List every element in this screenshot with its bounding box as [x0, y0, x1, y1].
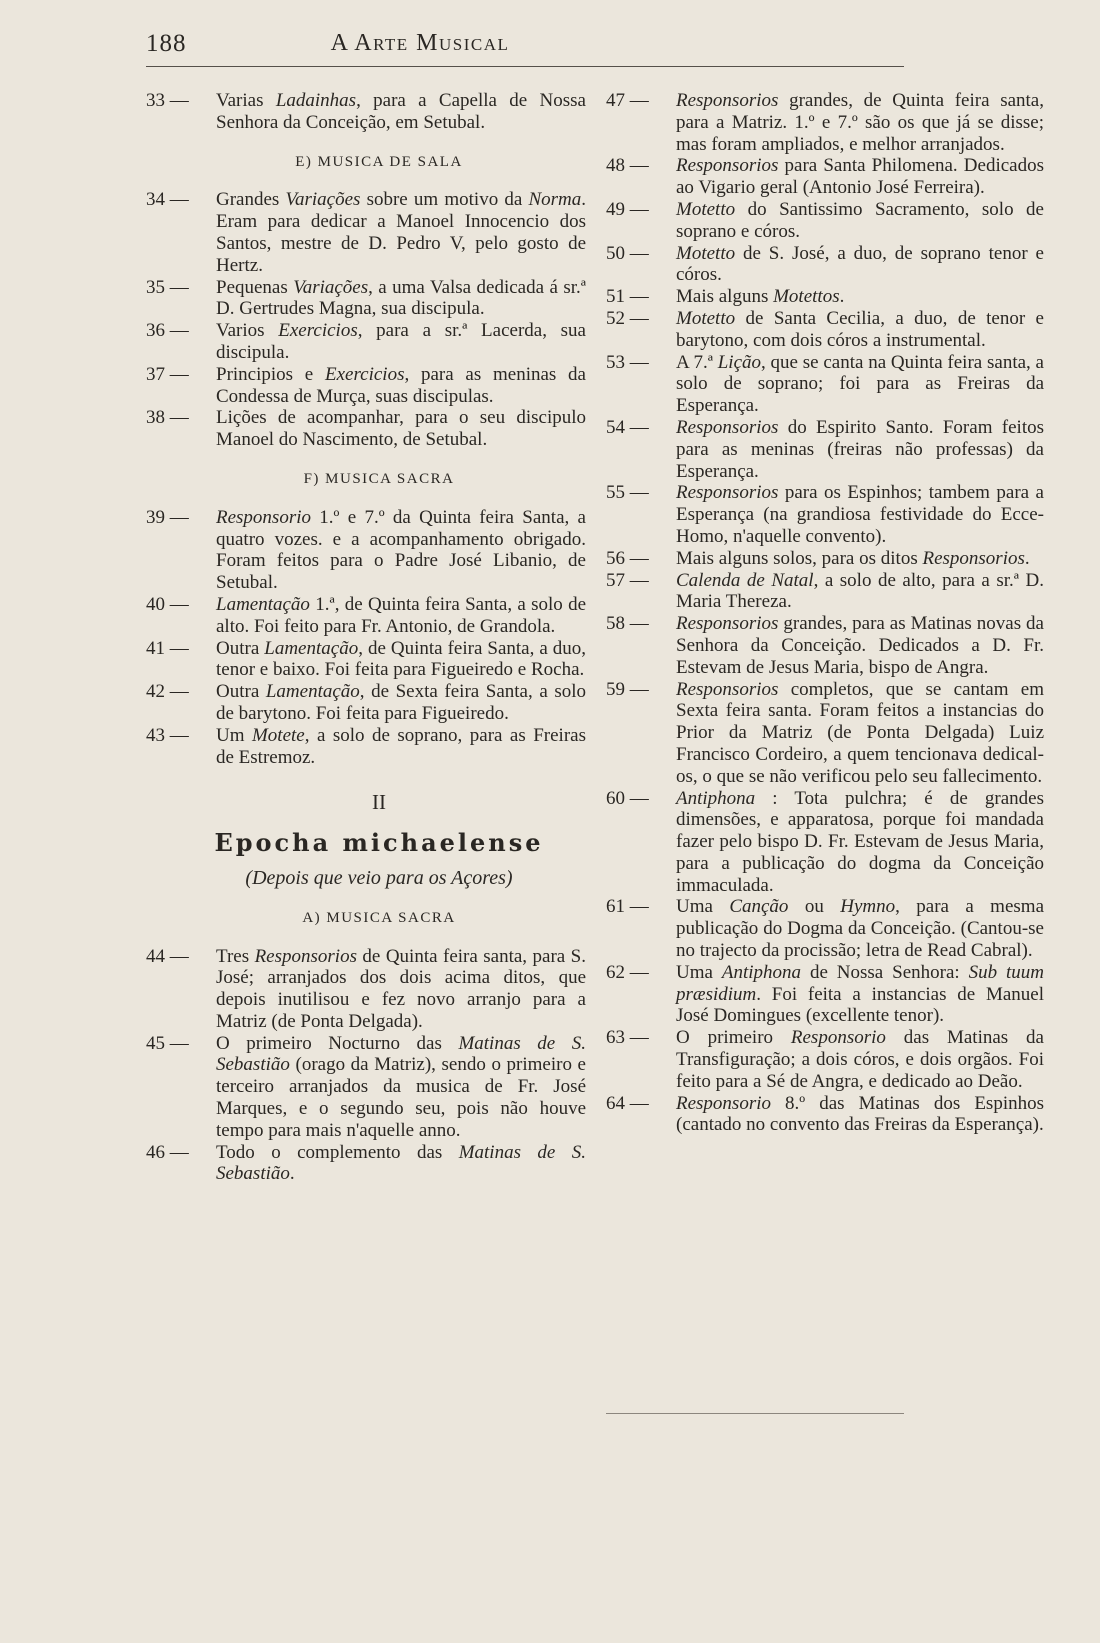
entry-number: 62 — [606, 961, 649, 983]
catalog-entry [146, 407, 586, 451]
catalog-entry [606, 482, 1044, 547]
catalog-entry [606, 243, 1044, 287]
entry-number: 44 — [146, 945, 189, 967]
entry-text: Motetto de S. José, a duo, de soprano tenor e córos. [676, 242, 1044, 286]
entry-text: Lições de acompanhar, para o seu discipulo Manoel do Nascimento, de Setubal. [216, 407, 586, 451]
entry-number: 60 — [606, 787, 649, 809]
catalog-entry [146, 1142, 586, 1186]
catalog-entry [606, 308, 1044, 352]
entry-text: Grandes Variações sobre um motivo da Norma. Eram para dedicar a Manoel Innocencio dos Santos, mestre de D. Pedro V, pelo gosto de Hertz. [216, 189, 587, 276]
entry-number: 50 — [606, 242, 649, 264]
entry-text: Responsorio 8.º das Matinas dos Espinhos (cantado no convento das Freiras da Esperança). [676, 1092, 1044, 1136]
catalog-entry [146, 189, 586, 276]
catalog-entry [606, 417, 1044, 482]
entry-text: Outra Lamentação, de Quinta feira Santa, a duo, tenor e baixo. Foi feita para Figueiredo e Rocha. [216, 637, 587, 681]
entry-text: O primeiro Responsorio das Matinas da Transfiguração; a dois córos, e dois orgãos. Foi feito para a Sé de Angra, e dedicado ao Deão. [676, 1027, 1044, 1092]
entry-text: Responsorios para Santa Philomena. Dedicados ao Vigario geral (Antonio José Ferreira). [676, 155, 1044, 199]
entry-number: 56 — [606, 547, 649, 569]
catalog-entry [606, 1027, 1044, 1092]
entry-number: 63 — [606, 1027, 649, 1049]
catalog-entry [606, 286, 1044, 308]
right-column [606, 90, 1044, 1136]
entry-number: 64 — [606, 1092, 649, 1114]
entry-number: 57 — [606, 569, 649, 591]
catalog-entry [146, 507, 586, 594]
entry-number: 59 — [606, 678, 649, 700]
entry-text: Varias Ladainhas, para a Capella de Nossa Senhora da Conceição, em Setubal. [216, 90, 586, 133]
entry-number: 38 — [146, 407, 189, 429]
catalog-entry [606, 613, 1044, 678]
part-title: Epocha michaelense [214, 828, 544, 858]
entry-text: Uma Canção ou Hymno, para a mesma publicação do Dogma da Conceição. (Cantou-se no trajecto da procissão; letra de Read Cabral). [676, 896, 1044, 962]
entry-number: 55 — [606, 482, 649, 504]
catalog-entry [606, 679, 1044, 788]
section-heading: F) MUSICA SACRA [303, 470, 455, 487]
entry-number: 52 — [606, 307, 649, 329]
entry-number: 37 — [146, 363, 189, 385]
entry-text: Varios Exercicios, para a sr.ª Lacerda, sua discipula. [216, 320, 586, 363]
entry-number: 49 — [606, 198, 649, 220]
entry-text: Responsorios completos, que se cantam em Sexta feira santa. Foram feitos a instancias do Prior da Matriz (de Ponta Delgada) Luiz Francisco Cordeiro, a quem tencionava dedical-os, o que se não verificou pelo seu fallecimento. [676, 678, 1044, 787]
catalog-entry [146, 946, 586, 1033]
entry-number: 34 — [146, 189, 189, 211]
entry-number: 48 — [606, 155, 649, 177]
entry-number: 39 — [146, 506, 189, 528]
entry-text: Antiphona : Tota pulchra; é de grandes dimensões, e apparatosa, porque foi mandada fazer pelo bispo D. Fr. Estevam de Jesus Maria, para a publicação do dogma da Conceição immaculada. [676, 787, 1044, 896]
entry-text: A 7.ª Lição, que se canta na Quinta feira santa, a solo de soprano; foi para as Freiras da Esperança. [676, 351, 1044, 417]
entry-text: Todo o complemento das Matinas de S. Sebastião. [216, 1141, 586, 1185]
entry-text: Um Motete, a solo de soprano, para as Freiras de Estremoz. [216, 724, 586, 768]
entry-number: 42 — [146, 681, 189, 703]
entry-number: 58 — [606, 613, 649, 635]
catalog-entry [146, 681, 586, 725]
entry-text: Uma Antiphona de Nossa Senhora: Sub tuum præsidium. Foi feita a instancias de Manuel José Domingues (excellente tenor). [676, 961, 1045, 1027]
entry-text: Outra Lamentação, de Sexta feira Santa, a solo de barytono. Foi feita para Figueiredo. [216, 681, 586, 724]
entry-number: 40 — [146, 593, 189, 615]
left-column [146, 90, 586, 1185]
entry-text: Pequenas Variações, a uma Valsa dedicada á sr.ª D. Gertrudes Magna, sua discipula. [216, 276, 586, 320]
catalog-entry [146, 594, 586, 638]
page-number: 188 [146, 30, 187, 57]
catalog-entry [606, 352, 1044, 417]
catalog-entry [146, 90, 586, 134]
entry-text: Tres Responsorios de Quinta feira santa, para S. José; arranjados dos dois acima ditos, que depois inutilisou e fez novo arranjo para a Matriz (de Ponta Delgada). [216, 945, 586, 1032]
entry-number: 54 — [606, 416, 649, 438]
entry-number: 51 — [606, 286, 649, 308]
section-heading: E) MUSICA DE SALA [295, 153, 463, 170]
entry-text: Mais alguns solos, para os ditos Responsorios. [676, 547, 1030, 569]
entry-number: 35 — [146, 276, 189, 298]
entry-text: Mais alguns Motettos. [676, 286, 845, 308]
entry-text: Responsorios grandes, para as Matinas novas da Senhora da Conceição. Dedicados a D. Fr. Estevam de Jesus Maria, bispo de Angra. [676, 613, 1044, 678]
catalog-entry [606, 1093, 1044, 1137]
entry-text: Lamentação 1.ª, de Quinta feira Santa, a solo de alto. Foi feito para Fr. Antonio, de Grandola. [216, 593, 586, 637]
catalog-entry [606, 90, 1044, 155]
catalog-entry [606, 199, 1044, 243]
catalog-entry [146, 638, 586, 682]
catalog-entry [146, 277, 586, 321]
header-rule [146, 66, 904, 67]
catalog-entry [606, 896, 1044, 961]
entry-number: 45 — [146, 1032, 189, 1054]
catalog-entry [606, 155, 1044, 199]
entry-text: Motetto do Santissimo Sacramento, solo de soprano e córos. [676, 198, 1044, 242]
catalog-entry [146, 364, 586, 408]
entry-text: Responsorios do Espirito Santo. Foram feitos para as meninas (freiras não professas) da Esperança. [676, 416, 1044, 482]
catalog-entry [606, 570, 1044, 614]
entry-text: O primeiro Nocturno das Matinas de S. Sebastião (orago da Matriz), sendo o primeiro e terceiro arranjados da musica de Fr. José Marques, e o segundo seu, pois não houve tempo para mais n'aquelle anno. [216, 1032, 586, 1141]
catalog-entry [146, 725, 586, 769]
entry-text: Responsorios para os Espinhos; tambem para a Esperança (na grandiosa festividade do Ecce-Homo, n'aquelle convento). [676, 482, 1044, 547]
catalog-entry [606, 788, 1044, 897]
end-rule [606, 1413, 904, 1414]
entry-number: 36 — [146, 320, 189, 342]
entry-text: Responsorio 1.º e 7.º da Quinta feira Santa, a quatro vozes. e a acompanhamento obrigado. Foram feitos para o Padre José Libanio, de Setubal. [216, 506, 586, 594]
catalog-entry [146, 320, 586, 364]
running-head [146, 30, 694, 60]
entry-text: Calenda de Natal, a solo de alto, para a sr.ª D. Maria Thereza. [676, 569, 1044, 613]
entry-text: Principios e Exercicios, para as meninas da Condessa de Murça, suas discipulas. [216, 363, 586, 407]
entry-number: 61 — [606, 896, 649, 918]
entry-text: Motetto de Santa Cecilia, a duo, de tenor e barytono, com dois córos a instrumental. [676, 307, 1044, 351]
entry-number: 33 — [146, 90, 189, 111]
catalog-entry [606, 548, 1044, 570]
entry-number: 43 — [146, 724, 189, 746]
entry-number: 53 — [606, 351, 649, 373]
entry-number: 47 — [606, 90, 649, 111]
part-numeral: II [372, 790, 386, 815]
section-heading: A) MUSICA SACRA [302, 909, 456, 926]
catalog-entry [606, 962, 1044, 1027]
entry-number: 46 — [146, 1141, 189, 1163]
running-title: A Arte Musical [330, 30, 510, 56]
catalog-entry [146, 1033, 586, 1142]
entry-number: 41 — [146, 637, 189, 659]
part-subtitle: (Depois que veio para os Açores) [245, 866, 513, 889]
entry-text: Responsorios grandes, de Quinta feira santa, para a Matriz. 1.º e 7.º são os que já se disse; mas foram ampliados, e melhor arranjados. [676, 90, 1044, 155]
